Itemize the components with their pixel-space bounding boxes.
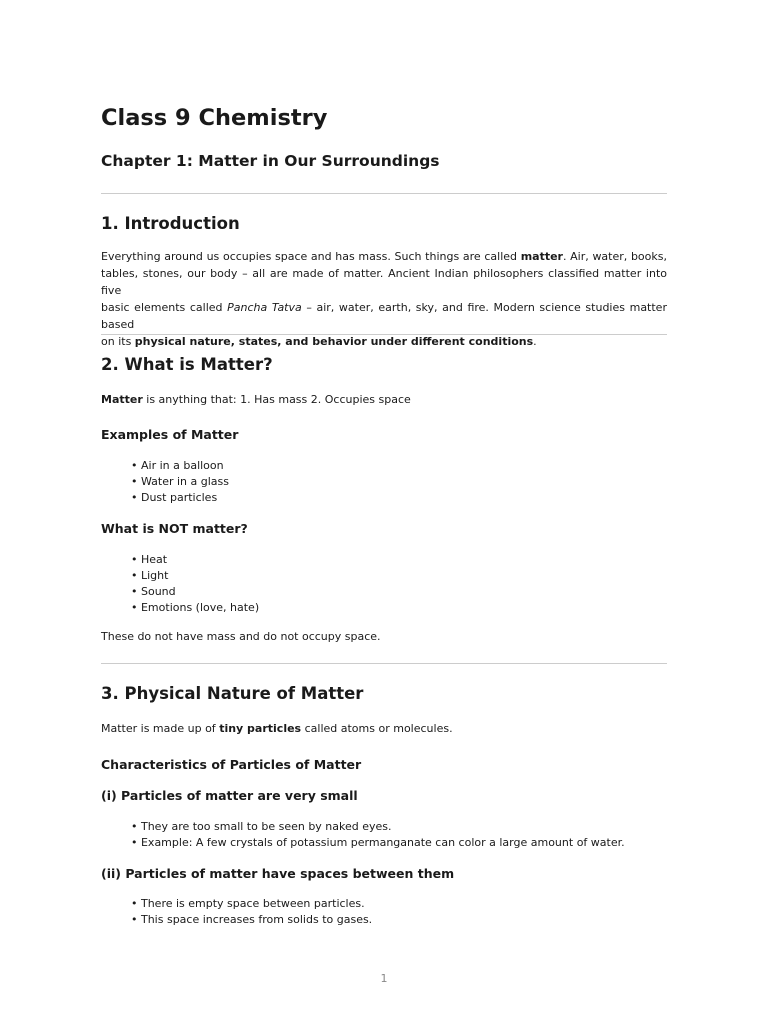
page-number: 1 [380, 972, 388, 985]
section-heading-introduction: 1. Introduction [101, 214, 240, 233]
list-item: • Sound [131, 585, 176, 598]
subheading-characteristics: Characteristics of Particles of Matter [101, 757, 362, 772]
subheading-examples-of-matter: Examples of Matter [101, 427, 239, 442]
list-item: • They are too small to be seen by naked eyes. [131, 820, 392, 833]
intro-line: basic elements called Pancha Tatva – air, water, earth, sky, and fire. Modern science studies matter based [101, 301, 667, 331]
document-title: Class 9 Chemistry [101, 105, 328, 131]
list-item: • Dust particles [131, 491, 218, 504]
matter-definition: Matter is anything that: 1. Has mass 2. Occupies space [101, 393, 411, 406]
pancha-tatva-term: Pancha Tatva [227, 301, 302, 314]
not-matter-list [131, 552, 259, 616]
chapter-title: Chapter 1: Matter in Our Surroundings [101, 152, 440, 170]
intro-line: on its physical nature, states, and behavior under different conditions. [101, 335, 537, 348]
list-item: • Light [131, 569, 169, 582]
list-item: • Example: A few crystals of potassium permanganate can color a large amount of water. [131, 836, 625, 849]
section-heading-physical-nature: 3. Physical Nature of Matter [101, 684, 364, 703]
subheading-not-matter: What is NOT matter? [101, 521, 248, 536]
physical-nature-term: physical nature, states, and behavior under different conditions [134, 335, 534, 348]
list-item: • This space increases from solids to gases. [131, 913, 373, 926]
intro-line: Everything around us occupies space and has mass. Such things are called matter. Air, water, books, [101, 250, 667, 263]
physical-nature-intro: Matter is made up of tiny particles called atoms or molecules. [101, 722, 453, 735]
particles-small-list [131, 819, 625, 851]
list-item: • Water in a glass [131, 475, 230, 488]
section-divider [101, 193, 667, 194]
subheading-particles-small: (i) Particles of matter are very small [101, 788, 358, 803]
section-heading-what-is-matter: 2. What is Matter? [101, 355, 273, 374]
list-item: • Heat [131, 553, 168, 566]
intro-line: tables, stones, our body – all are made of matter. Ancient Indian philosophers classified matter into five [101, 267, 667, 297]
list-item: • Air in a balloon [131, 459, 224, 472]
list-item: • Emotions (love, hate) [131, 601, 260, 614]
section-divider [101, 334, 667, 335]
examples-list [131, 458, 229, 506]
matter-term: matter [520, 250, 563, 263]
section-divider [101, 663, 667, 664]
list-item: • There is empty space between particles. [131, 897, 365, 910]
subheading-particles-spaces: (ii) Particles of matter have spaces between them [101, 866, 455, 881]
particles-spaces-list [131, 896, 372, 928]
not-matter-note: These do not have mass and do not occupy space. [101, 630, 381, 643]
